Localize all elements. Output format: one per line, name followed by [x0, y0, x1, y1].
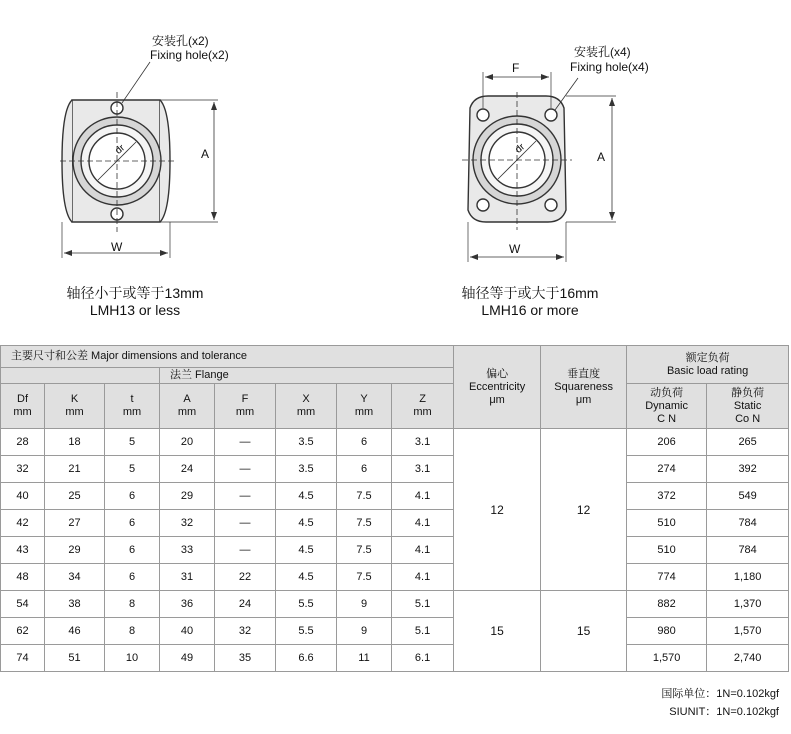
header-eccentricity: 偏心 Eccentricity μm [454, 346, 541, 429]
right-callout-en: Fixing hole(x4) [570, 60, 649, 74]
squareness-group-2: 15 [541, 591, 627, 672]
table-row: 74 51 10 49 35 6.6 11 6.1 1,570 2,740 [1, 645, 789, 672]
col-header-f: F mm [215, 384, 276, 429]
footnote-en: SIUNIT：1N=0.102kgf [669, 706, 779, 718]
table-row: 32 21 5 24 — 3.5 6 3.1 274 392 [1, 456, 789, 483]
left-callout-en: Fixing hole(x2) [150, 48, 229, 62]
eccentricity-group-2: 15 [454, 591, 541, 672]
right-dim-w-label: W [509, 242, 521, 256]
right-dim-f-label: F [512, 61, 520, 75]
header-dynamic: 动负荷 Dynamic C N [627, 384, 707, 429]
right-dim-dr-label: dr [513, 141, 528, 156]
right-dim-a-label: A [597, 150, 606, 164]
col-header-t: t mm [105, 384, 160, 429]
squareness-group-1: 12 [541, 429, 627, 591]
col-header-y: Y mm [337, 384, 392, 429]
eccentricity-group-1: 12 [454, 429, 541, 591]
header-load-rating: 额定负荷 Basic load rating [627, 346, 789, 384]
table-row: 28 18 5 20 — 3.5 6 3.1 12 12 206 265 [1, 429, 789, 456]
left-caption-cn: 轴径小于或等于13mm [66, 285, 204, 301]
header-squareness: 垂直度 Squareness μm [541, 346, 627, 429]
footnote-cn: 国际单位：1N=0.102kgf [661, 688, 779, 700]
col-header-df: Df mm [1, 384, 45, 429]
table-row: 62 46 8 40 32 5.5 9 5.1 980 1,570 [1, 618, 789, 645]
left-caption-en: LMH13 or less [89, 302, 181, 318]
col-header-z: Z mm [392, 384, 454, 429]
table-row: 43 29 6 33 — 4.5 7.5 4.1 510 784 [1, 537, 789, 564]
header-flange: 法兰 Flange [160, 368, 454, 384]
table-row: 42 27 6 32 — 4.5 7.5 4.1 510 784 [1, 510, 789, 537]
left-dim-a-label: A [201, 147, 210, 161]
table-row: 48 34 6 31 22 4.5 7.5 4.1 774 1,180 [1, 564, 789, 591]
right-callout-cn: 安装孔(x4) [574, 45, 631, 59]
header-static: 静负荷 Static Co N [707, 384, 789, 429]
header-spacer [1, 368, 160, 384]
left-callout-cn: 安装孔(x2) [152, 34, 209, 48]
col-header-a: A mm [160, 384, 215, 429]
right-caption-en: LMH16 or more [481, 302, 579, 318]
col-header-k: K mm [45, 384, 105, 429]
left-dim-dr-label: dr [113, 142, 128, 157]
col-header-x: X mm [276, 384, 337, 429]
table-row: 40 25 6 29 — 4.5 7.5 4.1 372 549 [1, 483, 789, 510]
left-dim-w-label: W [111, 240, 123, 254]
spec-table [0, 345, 789, 672]
table-row: 54 38 8 36 24 5.5 9 5.1 15 15 882 1,370 [1, 591, 789, 618]
header-major-dimensions: 主要尺寸和公差 Major dimensions and tolerance [1, 346, 454, 368]
right-caption-cn: 轴径等于或大于16mm [461, 285, 599, 301]
